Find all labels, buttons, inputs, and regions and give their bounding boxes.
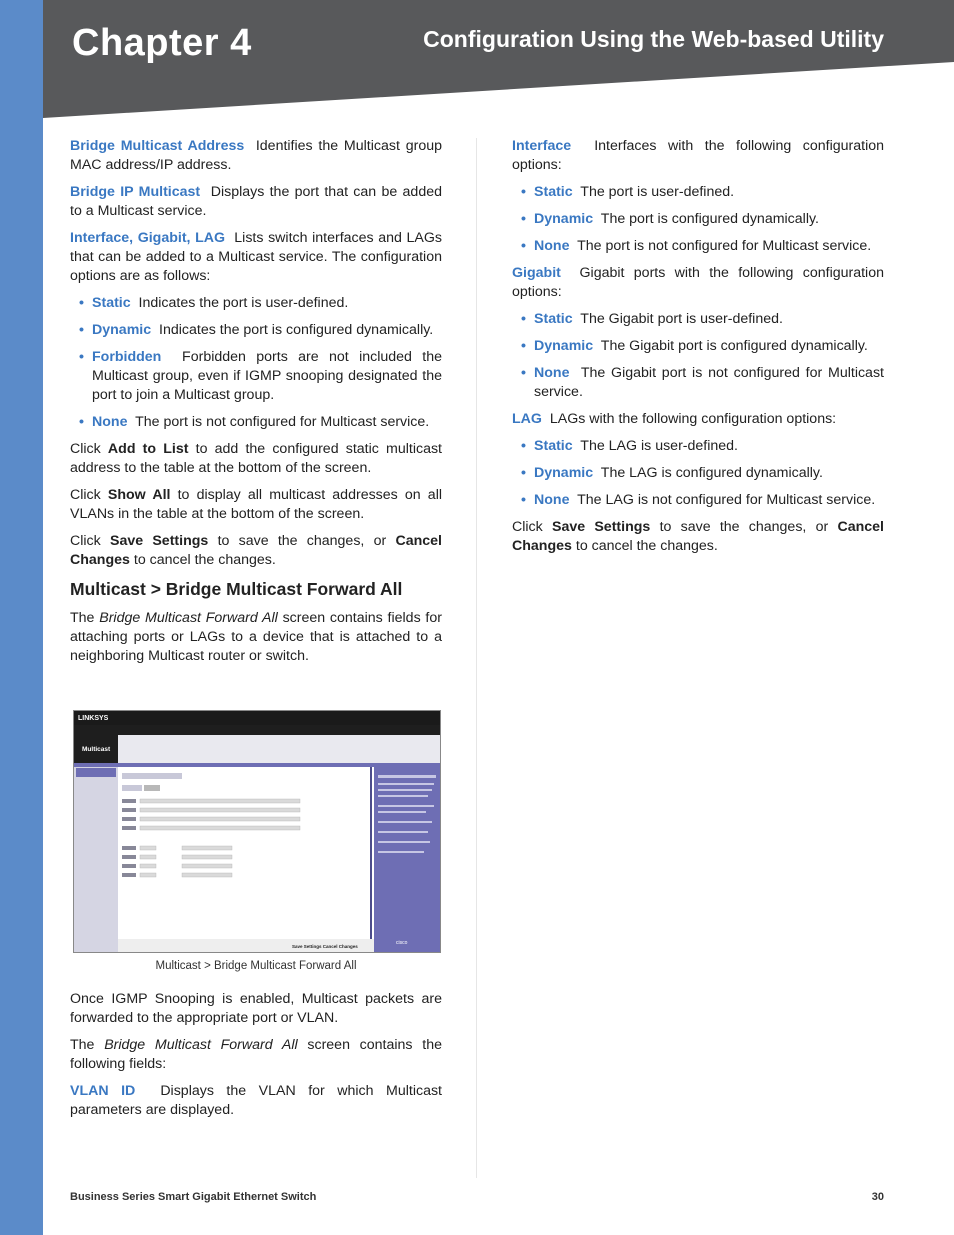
- screenshot-graphic: [74, 711, 440, 952]
- italic-term: Bridge Multicast Forward All: [104, 1037, 298, 1053]
- bold-term: Show All: [107, 487, 171, 503]
- list-item: [70, 348, 442, 405]
- paragraph: [70, 137, 442, 175]
- text: Indicates the port is user-defined.: [138, 295, 349, 311]
- list-item: • Dynamic The LAG is configured dynamically.: [512, 464, 884, 483]
- screenshot-section: Multicast: [82, 746, 111, 753]
- term: Interface, Gigabit, LAG: [70, 230, 226, 246]
- text: Displays the VLAN for which Multicast parameters are displayed.: [70, 1083, 442, 1118]
- list-item: • None The Gigabit port is not configured for Multicast service.: [512, 364, 884, 402]
- option-list: [512, 310, 884, 402]
- term: Interface: [512, 138, 572, 154]
- list-item: • Static The LAG is user-defined.: [512, 437, 884, 456]
- term: Dynamic: [92, 322, 152, 338]
- paragraph: Click Show All to display all multicast addresses on all VLANs in the table at the bottom of the screen.: [70, 487, 442, 522]
- left-column: [70, 137, 442, 674]
- footer-product: Business Series Smart Gigabit Ethernet Switch: [70, 1191, 317, 1203]
- list-item: • Dynamic The Gigabit port is configured dynamically.: [512, 337, 884, 356]
- screenshot-buttons: Save Settings Cancel Changes: [292, 944, 358, 949]
- paragraph: [512, 264, 884, 302]
- screenshot-cisco-logo: cisco: [396, 940, 408, 946]
- paragraph: The Bridge Multicast Forward All screen contains the following fields:: [70, 1037, 442, 1072]
- bold-term: Save Settings: [109, 533, 209, 549]
- text: Interfaces with the following configuration options:: [512, 138, 884, 173]
- term: Bridge Multicast Address: [70, 138, 245, 154]
- page-number: 30: [871, 1191, 884, 1203]
- bold-term: Cancel Changes: [512, 519, 884, 554]
- column-divider: [476, 138, 477, 1178]
- text: Forbidden ports are not included the Multicast group, even if IGMP snooping designated the port to join a Multicast group.: [92, 349, 442, 403]
- text: Identifies the Multicast group MAC address/IP address.: [70, 138, 442, 173]
- list-item: • Static The port is user-defined.: [512, 183, 884, 202]
- option-list: [512, 437, 884, 510]
- option-list: [512, 183, 884, 256]
- list-item: • None The LAG is not configured for Multicast service.: [512, 491, 884, 510]
- bold-term: Cancel Changes: [70, 533, 442, 568]
- section-heading: Multicast > Bridge Multicast Forward All: [70, 579, 403, 599]
- chapter-label: Chapter 4: [72, 22, 252, 64]
- paragraph: [70, 1082, 442, 1120]
- term: None: [92, 414, 128, 430]
- text: Indicates the port is configured dynamically.: [159, 322, 434, 338]
- screenshot-figure: [73, 710, 441, 953]
- term: Forbidden: [92, 349, 162, 365]
- list-item: [70, 413, 442, 432]
- bold-term: Save Settings: [551, 519, 651, 535]
- paragraph: Click Save Settings to save the changes, or Cancel Changes to cancel the changes.: [70, 533, 442, 568]
- paragraph: [70, 229, 442, 286]
- paragraph: Click Add to List to add the configured static multicast address to the table at the bottom of the screen.: [70, 441, 443, 476]
- blue-sidebar: [0, 0, 43, 1235]
- paragraph: [512, 137, 884, 175]
- text: Displays the port that can be added to a Multicast service.: [70, 184, 442, 219]
- figure-caption: Multicast > Bridge Multicast Forward All: [155, 960, 357, 972]
- list-item: • None The port is not configured for Multicast service.: [512, 237, 884, 256]
- term: VLAN ID: [70, 1083, 136, 1099]
- text: The port is not configured for Multicast service.: [135, 414, 430, 430]
- chapter-title: Configuration Using the Web-based Utility: [423, 26, 884, 52]
- paragraph: The Bridge Multicast Forward All screen contains fields for attaching ports or LAGs to a device that is attached to a neighboring Multicast router or switch.: [70, 610, 442, 664]
- term: LAG: [512, 411, 542, 427]
- left-column-lower: [70, 990, 442, 1128]
- list-item: [70, 321, 442, 340]
- paragraph: [512, 410, 884, 429]
- paragraph: Once IGMP Snooping is enabled, Multicast packets are forwarded to the appropriate port or VLAN.: [70, 991, 442, 1026]
- term: Static: [92, 295, 131, 311]
- text: LAGs with the following configuration options:: [549, 411, 837, 427]
- list-item: • Dynamic The port is configured dynamically.: [512, 210, 884, 229]
- text: Gigabit ports with the following configuration options:: [512, 265, 884, 300]
- paragraph: Click Save Settings to save the changes, or Cancel Changes to cancel the changes.: [512, 519, 884, 554]
- term: Bridge IP Multicast: [70, 184, 201, 200]
- screenshot-logo: LINKSYS: [78, 715, 109, 722]
- list-item: [70, 294, 442, 313]
- option-list: [70, 294, 442, 432]
- text: Lists switch interfaces and LAGs that can be added to a Multicast service. The configuration options are as follows:: [70, 230, 442, 284]
- term: Gigabit: [512, 265, 561, 281]
- paragraph: [70, 183, 442, 221]
- italic-term: Bridge Multicast Forward All: [99, 610, 278, 626]
- right-column: [512, 137, 884, 564]
- bold-term: Add to List: [107, 441, 189, 457]
- list-item: • Static The Gigabit port is user-defined.: [512, 310, 884, 329]
